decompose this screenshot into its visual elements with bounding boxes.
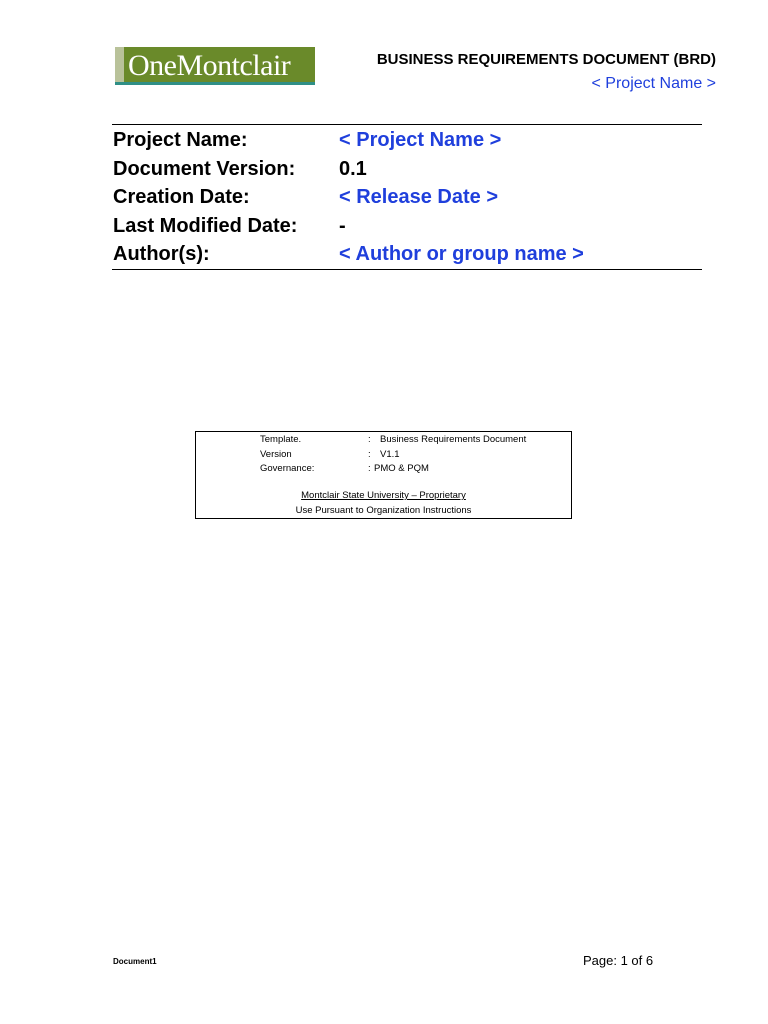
- meta-row-project-name: [113, 126, 703, 155]
- document-title: BUSINESS REQUIREMENTS DOCUMENT (BRD): [376, 51, 716, 68]
- template-row-label: Version: [260, 449, 292, 460]
- logo-stripe: [115, 47, 124, 85]
- logo-underline: [115, 82, 315, 85]
- footer-document-name: Document1: [113, 957, 157, 966]
- template-row-value: Business Requirements Document: [380, 434, 527, 445]
- template-row-value: V1.1: [380, 449, 400, 460]
- template-row-separator: :: [368, 434, 371, 445]
- usage-notice: Use Pursuant to Organization Instructions: [295, 505, 472, 516]
- meta-top-rule: [112, 124, 702, 125]
- template-info-box: [195, 431, 572, 519]
- meta-value: < Author or group name >: [339, 243, 584, 265]
- meta-label: Project Name:: [113, 129, 248, 151]
- meta-row-document-version: [113, 155, 703, 184]
- footer-page-number: Page: 1 of 6: [583, 953, 654, 968]
- meta-row-authors: [113, 240, 703, 269]
- meta-label: Creation Date:: [113, 186, 250, 208]
- meta-label: Last Modified Date:: [113, 214, 298, 237]
- onemontclair-logo: [115, 47, 315, 85]
- document-subtitle: < Project Name >: [591, 75, 716, 92]
- meta-value: 0.1: [339, 157, 367, 180]
- template-row-label: Governance:: [260, 463, 315, 474]
- meta-row-creation-date: [113, 183, 703, 212]
- template-row-separator: :: [368, 449, 371, 460]
- meta-label: Document Version:: [113, 157, 296, 180]
- template-row-label: Template.: [260, 434, 302, 445]
- document-metadata: [113, 126, 703, 269]
- meta-row-last-modified: [113, 212, 703, 241]
- template-row-separator: :: [368, 463, 371, 474]
- proprietary-notice: Montclair State University – Proprietary: [301, 490, 466, 501]
- meta-value: -: [339, 214, 346, 237]
- template-row-value: PMO & PQM: [374, 463, 429, 474]
- meta-value: < Project Name >: [339, 129, 502, 151]
- meta-bottom-rule: [112, 269, 702, 270]
- logo-text: OneMontclair: [128, 49, 291, 82]
- meta-label: Author(s):: [113, 243, 210, 265]
- meta-value: < Release Date >: [339, 186, 498, 208]
